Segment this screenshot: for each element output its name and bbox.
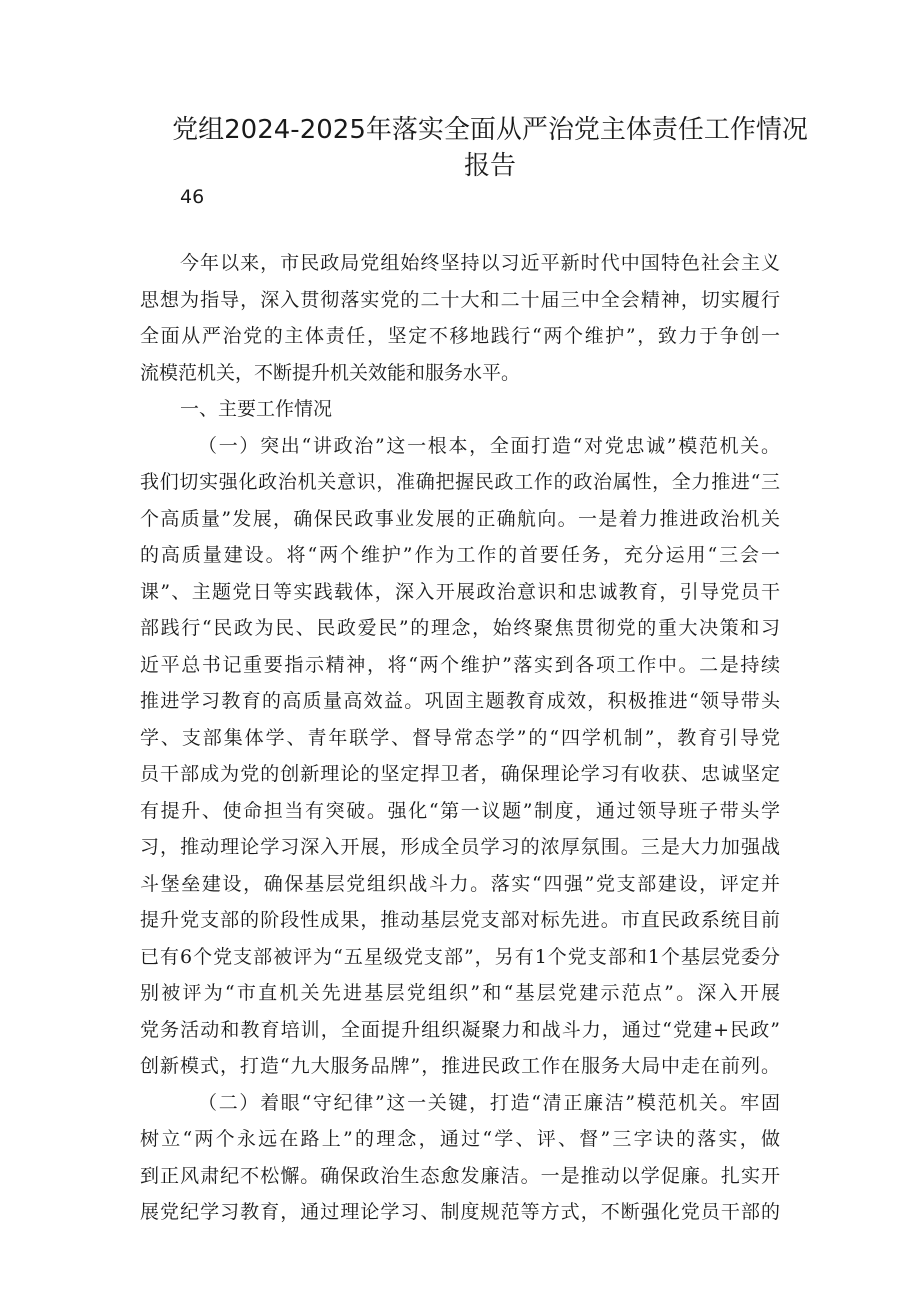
title-line-2: 报告 <box>463 151 516 181</box>
page-number: 46 <box>180 186 205 208</box>
text-line: 到正风肃纪不松懈。确保政治生态愈发廉洁。一是推动以学促廉。扎实开 <box>140 1164 780 1187</box>
text-line: 斗堡垒建设，确保基层党组织战斗力。落实“四强”党支部建设，评定并 <box>140 872 780 895</box>
text-line: 已有6个党支部被评为“五星级党支部”，另有1个党支部和1个基层党委分 <box>140 945 780 968</box>
document-title <box>140 112 840 184</box>
text-line: 创新模式，打造“九大服务品牌”，推进民政工作在服务大局中走在前列。 <box>140 1055 780 1077</box>
text-line: 近平总书记重要指示精神，将“两个维护”落实到各项工作中。二是持续 <box>140 653 780 676</box>
text-line: 流模范机关，不断提升机关效能和服务水平。 <box>140 361 521 384</box>
text-line: 今年以来，市民政局党组始终坚持以习近平新时代中国特色社会主义 <box>180 252 780 274</box>
section-heading: 一、主要工作情况 <box>180 398 333 420</box>
text-line: 全面从严治党的主体责任，坚定不移地践行“两个维护”，致力于争创一 <box>140 325 780 347</box>
text-line: 展党纪学习教育，通过理论学习、制度规范等方式，不断强化党员干部的 <box>140 1201 780 1223</box>
text-line: 推进学习教育的高质量高效益。巩固主题教育成效，积极推进“领导带头 <box>140 690 780 712</box>
text-line: 个高质量”发展，确保民政事业发展的正确航向。一是着力推进政治机关 <box>140 507 780 530</box>
text-line: 部践行“民政为民、民政爱民”的理念，始终聚焦贯彻党的重大决策和习 <box>140 617 780 639</box>
text-line: 课”、主题党日等实践载体，深入开展政治意识和忠诚教育，引导党员干 <box>140 580 780 603</box>
text-line: 党务活动和教育培训，全面提升组织凝聚力和战斗力，通过“党建+民政” <box>140 1018 780 1041</box>
text-line: 学、支部集体学、青年联学、督导常态学”的“四学机制”，教育引导党 <box>140 726 780 749</box>
text-line: 我们切实强化政治机关意识，准确把握民政工作的政治属性，全力推进“三 <box>140 471 780 493</box>
document-body <box>140 245 780 1231</box>
text-line: 的高质量建设。将“两个维护”作为工作的首要任务，充分运用“三会一 <box>140 544 780 566</box>
text-line: 有提升、使命担当有突破。强化“第一议题”制度，通过领导班子带头学 <box>140 799 780 822</box>
subsection-heading: （一）突出“讲政治”这一根本，全面打造“对党忠诚”模范机关。 <box>198 434 780 457</box>
subsection-heading: （二）着眼“守纪律”这一关键，打造“清正廉洁”模范机关。牢固 <box>198 1091 780 1114</box>
title-line-1: 党组2024-2025年落实全面从严治党主体责任工作情况 <box>172 115 808 145</box>
text-line: 树立“两个永远在路上”的理念，通过“学、评、督”三字诀的落实，做 <box>140 1128 780 1150</box>
text-line: 习，推动理论学习深入开展，形成全员学习的浓厚氛围。三是大力加强战 <box>140 836 780 858</box>
text-line: 提升党支部的阶段性成果，推动基层党支部对标先进。市直民政系统目前 <box>140 909 780 931</box>
text-line: 员干部成为党的创新理论的坚定捍卫者，确保理论学习有收获、忠诚坚定 <box>140 763 780 785</box>
text-line: 别被评为“市直机关先进基层党组织”和“基层党建示范点”。深入开展 <box>140 982 780 1004</box>
text-line: 思想为指导，深入贯彻落实党的二十大和二十届三中全会精神，切实履行 <box>140 288 780 311</box>
